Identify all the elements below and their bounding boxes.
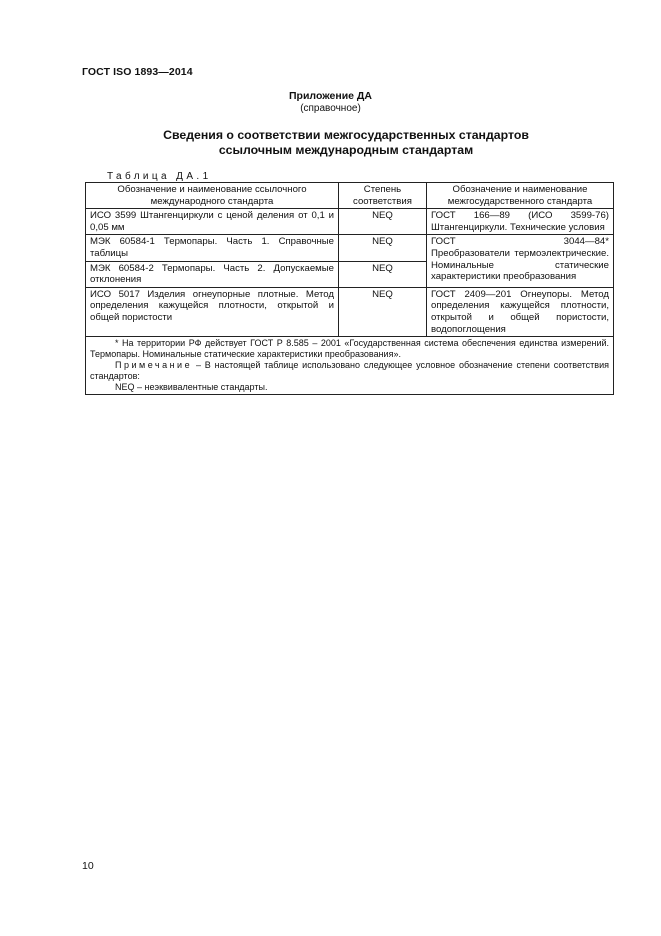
table-footer: [86, 337, 614, 395]
cell-interstate: ГОСТ 166—89 (ИСО 3599-76) Штангенциркули. Технические условия: [427, 209, 614, 235]
cell-degree: NEQ: [339, 287, 427, 336]
document-code: ГОСТ ISO 1893—2014: [82, 66, 193, 78]
cell-degree: NEQ: [339, 261, 427, 287]
table-header-row: [86, 183, 614, 209]
page-number: 10: [82, 860, 94, 872]
cell-international: МЭК 60584-1 Термопары. Часть 1. Справочные таблицы: [86, 235, 339, 261]
cell-interstate: ГОСТ 2409—201 Огнеупоры. Метод определения кажущейся плотности, открытой и общей пористости, водопоглощения: [427, 287, 614, 336]
cell-degree: NEQ: [339, 209, 427, 235]
note-label: Примечание: [115, 360, 193, 371]
note-text: – В настоящей таблице использовано следующее условное обозначение степени соответствия стандартов:: [90, 360, 609, 382]
cell-interstate-merged: [427, 235, 614, 287]
table-caption: Таблица ДА.1: [107, 171, 212, 182]
table-row: [86, 209, 614, 235]
annex-subtitle: (справочное): [300, 103, 361, 114]
section-title: [0, 128, 661, 158]
cell-international: МЭК 60584-2 Термопары. Часть 2. Допускаемые отклонения: [86, 261, 339, 287]
table-footer-row: [86, 337, 614, 395]
header-interstate-standard: Обозначение и наименование межгосударственного стандарта: [427, 183, 614, 209]
footnote: * На территории РФ действует ГОСТ Р 8.585 – 2001 «Государственная система обеспечения единства измерений. Термопары. Номинальные статические характеристики преобразования».: [90, 338, 609, 360]
section-title-line-2: ссылочным международным стандартам: [218, 143, 474, 157]
table-row: [86, 287, 614, 336]
neq-definition: NEQ – неэквивалентные стандарты.: [115, 382, 268, 393]
standards-correspondence-table: [85, 182, 614, 395]
section-title-line-1: Сведения о соответствии межгосударственных стандартов: [163, 128, 529, 142]
cell-degree: NEQ: [339, 235, 427, 261]
table-row: [86, 235, 614, 261]
header-degree-of-conformity: Степень соответствия: [339, 183, 427, 209]
annex-title: Приложение ДА: [289, 90, 372, 102]
merged-interstate-text: Преобразователи термоэлектрические. Номинальные статические характеристики преобразования: [431, 247, 609, 283]
cell-international: ИСО 5017 Изделия огнеупорные плотные. Метод определения кажущейся плотности, открытой и общей пористости: [86, 287, 339, 336]
header-international-standard: Обозначение и наименование ссылочного международного стандарта: [86, 183, 339, 209]
merged-interstate-code: ГОСТ 3044—84*: [431, 236, 609, 248]
table-note: [90, 360, 609, 382]
cell-international: ИСО 3599 Штангенциркули с ценой деления от 0,1 и 0,05 мм: [86, 209, 339, 235]
